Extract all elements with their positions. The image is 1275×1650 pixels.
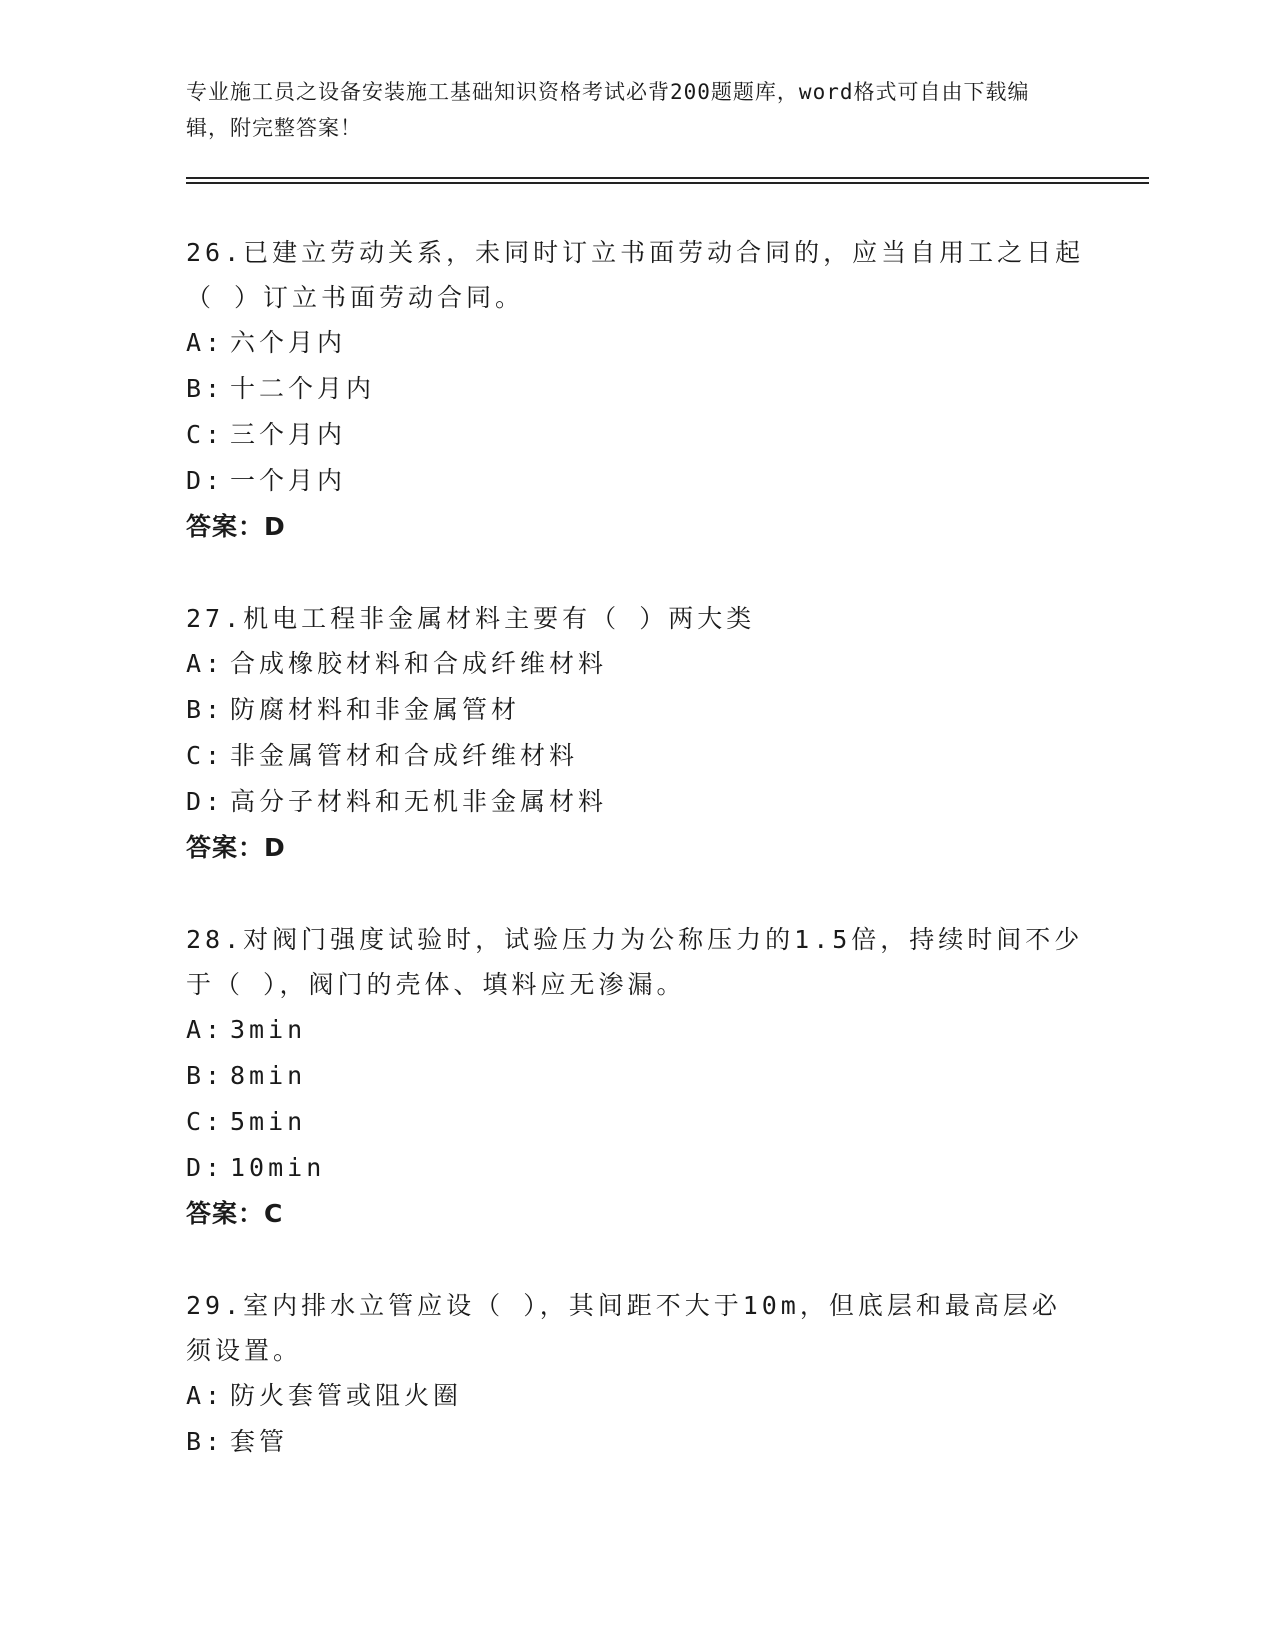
option-text: 8min — [230, 1061, 307, 1090]
option-key: C: — [186, 1107, 225, 1136]
answer-line: 答案：C — [186, 1199, 284, 1228]
answer-line: 答案：D — [186, 512, 286, 541]
option-c — [186, 733, 1086, 779]
option-b — [186, 687, 1086, 733]
option-b — [186, 366, 1086, 412]
option-b — [186, 1419, 1086, 1465]
option-text: 套管 — [230, 1427, 289, 1456]
option-text: 合成橡胶材料和合成纤维材料 — [230, 649, 608, 678]
option-key: A: — [186, 1015, 225, 1044]
option-text: 十二个月内 — [230, 374, 376, 403]
option-key: D: — [186, 1153, 225, 1182]
answer-line: 答案：D — [186, 833, 286, 862]
option-key: B: — [186, 695, 225, 724]
option-text: 三个月内 — [230, 420, 347, 449]
option-c — [186, 1099, 1086, 1145]
question-stem: 27.机电工程非金属材料主要有（ ）两大类 — [186, 604, 756, 633]
option-key: A: — [186, 649, 225, 678]
option-text: 高分子材料和无机非金属材料 — [230, 787, 608, 816]
question-stem: 26.已建立劳动关系，未同时订立书面劳动合同的，应当自用工之日起（ ）订立书面劳动合同。 — [186, 238, 1085, 312]
question-29 — [186, 1283, 1086, 1465]
document-header: 专业施工员之设备安装施工基础知识资格考试必背200题题库，word格式可自由下载编辑，附完整答案！ — [186, 80, 1030, 140]
question-27 — [186, 596, 1086, 871]
option-key: A: — [186, 328, 225, 357]
option-a — [186, 1373, 1086, 1419]
option-text: 防火套管或阻火圈 — [230, 1381, 463, 1410]
option-text: 防腐材料和非金属管材 — [230, 695, 521, 724]
option-key: C: — [186, 420, 225, 449]
header-divider-bottom — [186, 182, 1149, 184]
option-text: 一个月内 — [230, 466, 347, 495]
option-text: 非金属管材和合成纤维材料 — [230, 741, 579, 770]
option-key: B: — [186, 1427, 225, 1456]
option-text: 六个月内 — [230, 328, 347, 357]
option-a — [186, 1007, 1086, 1053]
header-divider-top — [186, 177, 1149, 179]
option-key: B: — [186, 374, 225, 403]
option-text: 3min — [230, 1015, 307, 1044]
option-key: D: — [186, 466, 225, 495]
question-stem: 29.室内排水立管应设（ ），其间距不大于10m，但底层和最高层必须设置。 — [186, 1291, 1061, 1365]
option-d — [186, 458, 1086, 504]
question-26 — [186, 230, 1086, 550]
option-a — [186, 320, 1086, 366]
option-key: D: — [186, 787, 225, 816]
option-a — [186, 641, 1086, 687]
option-c — [186, 412, 1086, 458]
option-text: 10min — [230, 1153, 326, 1182]
question-28 — [186, 917, 1086, 1237]
option-key: C: — [186, 741, 225, 770]
option-key: B: — [186, 1061, 225, 1090]
option-d — [186, 779, 1086, 825]
option-text: 5min — [230, 1107, 307, 1136]
question-list — [186, 230, 1086, 1511]
option-d — [186, 1145, 1086, 1191]
option-key: A: — [186, 1381, 225, 1410]
option-b — [186, 1053, 1086, 1099]
question-stem: 28.对阀门强度试验时，试验压力为公称压力的1.5倍，持续时间不少于（ ），阀门的壳体、填料应无渗漏。 — [186, 925, 1084, 999]
